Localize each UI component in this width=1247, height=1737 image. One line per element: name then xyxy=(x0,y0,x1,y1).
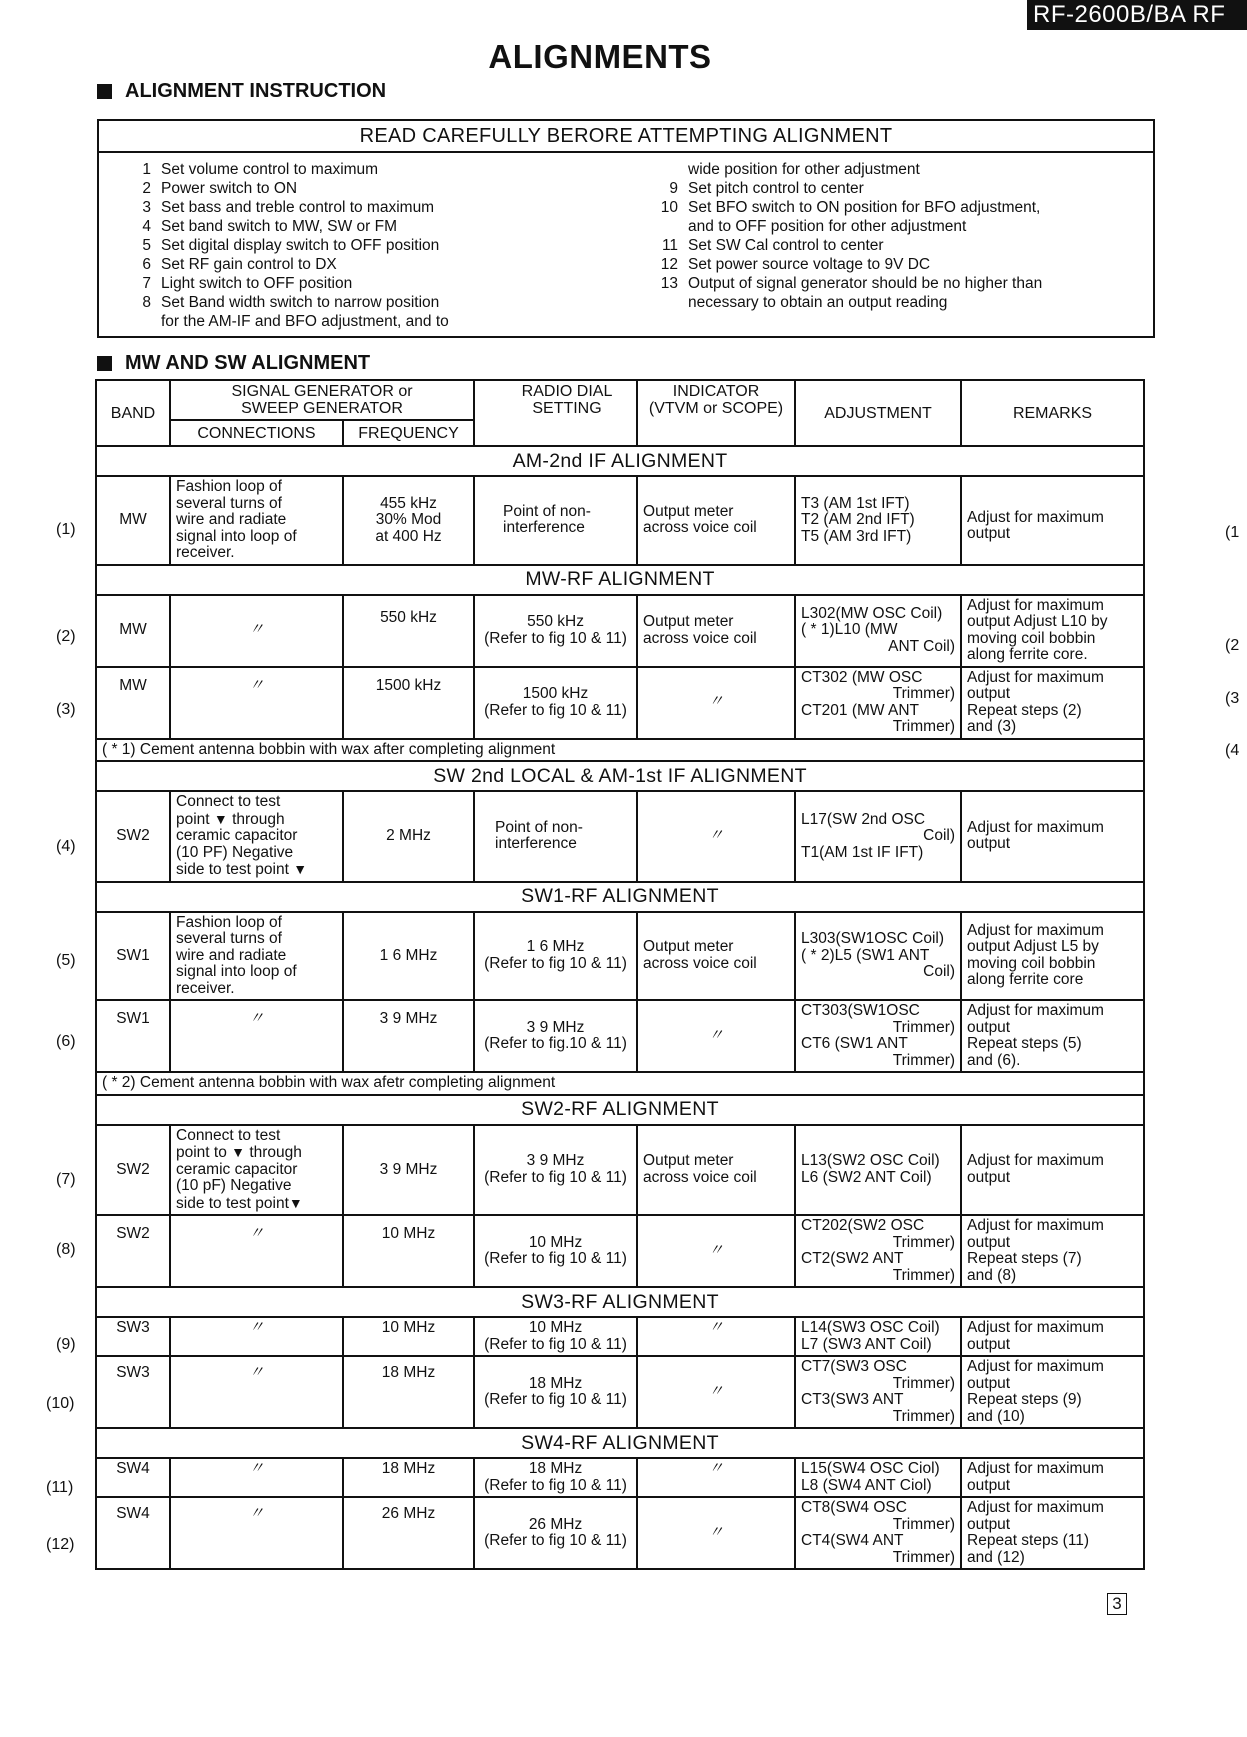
table-row xyxy=(96,1458,1144,1497)
ditto-cell: 〃 xyxy=(637,1000,795,1072)
instruction-text: Light switch to OFF position xyxy=(161,275,353,292)
ditto-cell: 〃 xyxy=(170,1215,343,1287)
instruction-text: Set Band width switch to narrow position for the AM-IF and BFO adjustment, and to xyxy=(161,294,449,330)
dial-cell: 18 MHz (Refer to fig 10 & 11) xyxy=(474,1356,637,1428)
instruction-number: 10 xyxy=(660,199,679,216)
section-title-sw-2nd-local: SW 2nd LOCAL & AM-1st IF ALIGNMENT xyxy=(96,761,1144,791)
step-number: (5) xyxy=(56,952,76,969)
step-number: (6) xyxy=(56,1033,76,1050)
adjustment-line: T5 (AM 3rd IFT) xyxy=(801,527,912,545)
instruction-list-right xyxy=(596,160,1153,331)
step-number: (10) xyxy=(46,1395,75,1412)
adjustment-cell xyxy=(795,667,961,739)
band-cell: SW4 xyxy=(96,1458,170,1497)
ditto-cell: 〃 xyxy=(637,1497,795,1569)
adjustment-line: L302(MW OSC Coil) xyxy=(801,604,943,622)
frequency-cell: 18 MHz xyxy=(343,1458,474,1497)
ditto-cell: 〃 xyxy=(637,1458,795,1497)
table-row xyxy=(96,791,1144,882)
ditto-cell: 〃 xyxy=(170,1497,343,1569)
adjustment-line: Trimmer) xyxy=(892,718,956,735)
instruction-text: Set BFO switch to ON position for BFO adjustment, and to OFF position for other adjustment xyxy=(688,199,1041,235)
step-number: (8) xyxy=(56,1241,76,1258)
frequency-cell: 26 MHz xyxy=(343,1497,474,1569)
adjustment-line: CT201 (MW ANT xyxy=(801,701,919,719)
margin-step-number: (3 xyxy=(1225,690,1240,707)
remarks-cell: Adjust for maximum output Repeat steps (9) and (10) xyxy=(961,1356,1144,1428)
section-row xyxy=(96,565,1144,595)
connections-cell: Fashion loop of several turns of wire and radiate signal into loop of receiver. xyxy=(170,912,343,1001)
instruction-box-header: READ CAREFULLY BERORE ATTEMPTING ALIGNMENT xyxy=(99,121,1153,153)
instruction-text: Set SW Cal control to center xyxy=(688,237,884,254)
adjustment-cell xyxy=(795,1356,961,1428)
header-remarks: REMARKS xyxy=(961,380,1144,446)
step-number: (12) xyxy=(46,1536,75,1553)
dial-cell: 10 MHz (Refer to fig 10 & 11) xyxy=(474,1317,637,1356)
remarks-cell: Adjust for maximum output Repeat steps (5) and (6). xyxy=(961,1000,1144,1072)
band-cell: SW2 xyxy=(96,791,170,882)
section-title-sw3-rf: SW3-RF ALIGNMENT xyxy=(96,1287,1144,1317)
instruction-number: 8 xyxy=(142,294,151,311)
header-connections: CONNECTIONS xyxy=(170,420,343,446)
table-row xyxy=(96,476,1144,565)
adjustment-line: CT303(SW1OSC xyxy=(801,1002,920,1019)
adjustment-line: L303(SW1OSC Coil) xyxy=(801,930,945,947)
step-number: (7) xyxy=(56,1171,76,1188)
frequency-cell: 455 kHz 30% Mod at 400 Hz xyxy=(343,476,474,565)
adjustment-cell xyxy=(795,1497,961,1569)
connections-cell xyxy=(170,791,343,882)
adjustment-cell xyxy=(795,1125,961,1216)
ditto-cell: 〃 xyxy=(170,595,343,667)
section-title-mw-rf: MW-RF ALIGNMENT xyxy=(96,565,1144,595)
section-heading-mw-sw-alignment xyxy=(97,352,370,375)
test-point-triangle-icon: ▼ xyxy=(288,1194,303,1211)
band-cell: SW4 xyxy=(96,1497,170,1569)
alignment-table xyxy=(95,379,1145,1570)
section-row xyxy=(96,761,1144,791)
adjustment-line: L7 (SW3 ANT Coil) xyxy=(801,1335,932,1353)
adjustment-line: CT6 (SW1 ANT xyxy=(801,1035,908,1052)
instruction-item xyxy=(127,160,596,179)
instruction-number xyxy=(654,160,678,179)
adjustment-line: L8 (SW4 ANT Ciol) xyxy=(801,1476,932,1494)
frequency-cell: 550 kHz xyxy=(343,595,474,667)
ditto-cell: 〃 xyxy=(637,791,795,882)
frequency-cell: 1 6 MHz xyxy=(343,912,474,1001)
footnote-1: ( * 1) Cement antenna bobbin with wax after completing alignment xyxy=(96,739,1144,762)
band-cell: SW1 xyxy=(96,1000,170,1072)
adjustment-line: T1(AM 1st IF IFT) xyxy=(801,843,924,861)
adjustment-line: Trimmer) xyxy=(892,1051,956,1069)
band-cell: MW xyxy=(96,595,170,667)
adjustment-line: Trimmer) xyxy=(892,1018,956,1036)
test-point-triangle-icon: ▼ xyxy=(231,1144,246,1160)
section-heading-alignment-instruction xyxy=(97,80,386,103)
ditto-cell: 〃 xyxy=(637,1356,795,1428)
connections-cell xyxy=(170,1125,343,1216)
section-row xyxy=(96,1095,1144,1125)
dial-cell: 550 kHz (Refer to fig 10 & 11) xyxy=(474,595,637,667)
instruction-box xyxy=(97,119,1155,338)
table-row xyxy=(96,912,1144,1001)
header-band: BAND xyxy=(96,380,170,446)
margin-step-number: (4 xyxy=(1225,742,1240,759)
adjustment-line: CT7(SW3 OSC xyxy=(801,1358,907,1375)
ditto-cell: 〃 xyxy=(170,1317,343,1356)
remarks-cell: Adjust for maximum output xyxy=(961,1458,1144,1497)
step-number: (1) xyxy=(56,521,76,538)
adjustment-line: Coil) xyxy=(923,827,956,844)
band-cell: SW3 xyxy=(96,1317,170,1356)
adjustment-cell xyxy=(795,912,961,1001)
instruction-number: 7 xyxy=(142,275,151,292)
adjustment-cell xyxy=(795,476,961,565)
section-title-sw1-rf: SW1-RF ALIGNMENT xyxy=(96,882,1144,912)
instruction-item xyxy=(127,217,596,236)
dial-cell: 3 9 MHz (Refer to fig.10 & 11) xyxy=(474,1000,637,1072)
instruction-item xyxy=(127,198,596,217)
square-bullet-icon xyxy=(97,356,112,371)
adjustment-line: CT4(SW4 ANT xyxy=(801,1532,904,1549)
adjustment-line: L17(SW 2nd OSC xyxy=(801,810,926,828)
instruction-item xyxy=(127,255,596,274)
square-bullet-icon xyxy=(97,84,112,99)
instruction-text: Set digital display switch to OFF position xyxy=(161,237,440,254)
adjustment-line: T2 (AM 2nd IFT) xyxy=(801,511,915,528)
indicator-cell: Output meter across voice coil xyxy=(637,476,795,565)
ditto-cell: 〃 xyxy=(170,1000,343,1072)
adjustment-line: CT202(SW2 OSC xyxy=(801,1217,925,1234)
indicator-cell: Output meter across voice coil xyxy=(637,912,795,1001)
dial-cell: Point of non- interference xyxy=(474,791,637,882)
adjustment-line: Trimmer) xyxy=(892,1548,956,1566)
instruction-number: 1 xyxy=(142,161,151,178)
ditto-cell: 〃 xyxy=(637,1317,795,1356)
instruction-text: Set RF gain control to DX xyxy=(161,256,337,273)
instruction-list-left xyxy=(99,160,596,331)
adjustment-cell xyxy=(795,1458,961,1497)
remarks-cell: Adjust for maximum output xyxy=(961,791,1144,882)
header-frequency: FREQUENCY xyxy=(343,420,474,446)
step-number: (3) xyxy=(56,701,76,718)
dial-cell: 1 6 MHz (Refer to fig 10 & 11) xyxy=(474,912,637,1001)
instruction-number: 11 xyxy=(661,237,679,254)
note-row xyxy=(96,739,1144,762)
margin-step-number: (1 xyxy=(1225,524,1240,541)
dial-cell: 26 MHz (Refer to fig 10 & 11) xyxy=(474,1497,637,1569)
instruction-text: Set power source voltage to 9V DC xyxy=(688,256,931,273)
instruction-number: 12 xyxy=(660,256,679,273)
table-row xyxy=(96,1317,1144,1356)
margin-step-number: (2 xyxy=(1225,637,1240,654)
instruction-number: 6 xyxy=(142,256,151,273)
band-cell: SW3 xyxy=(96,1356,170,1428)
remarks-cell: Adjust for maximum output Repeat steps (11) and (12) xyxy=(961,1497,1144,1569)
section-row xyxy=(96,446,1144,476)
note-row xyxy=(96,1072,1144,1095)
dial-cell: Point of non- interference xyxy=(474,476,637,565)
instruction-text: Set pitch control to center xyxy=(688,180,864,197)
model-badge: RF-2600B/BA RF xyxy=(1027,0,1247,30)
adjustment-line: Trimmer) xyxy=(892,1374,956,1392)
adjustment-line: CT2(SW2 ANT xyxy=(801,1250,904,1267)
adjustment-line: Coil) xyxy=(923,963,956,980)
dial-cell: 3 9 MHz (Refer to fig 10 & 11) xyxy=(474,1125,637,1216)
remarks-cell: Adjust for maximum output Repeat steps (7) and (8) xyxy=(961,1215,1144,1287)
step-number: (9) xyxy=(56,1336,76,1353)
section-row xyxy=(96,1428,1144,1458)
table-header-row xyxy=(96,380,1144,420)
instruction-number: 5 xyxy=(142,237,151,254)
instruction-item xyxy=(127,293,596,331)
instruction-number: 2 xyxy=(142,180,151,197)
instruction-number: 13 xyxy=(660,275,679,292)
instruction-text: Power switch to ON xyxy=(161,180,298,197)
section-title: ALIGNMENT INSTRUCTION xyxy=(125,80,387,102)
table-row xyxy=(96,667,1144,739)
ditto-cell: 〃 xyxy=(170,1356,343,1428)
frequency-cell: 18 MHz xyxy=(343,1356,474,1428)
instruction-item xyxy=(654,255,1153,274)
frequency-cell: 10 MHz xyxy=(343,1317,474,1356)
instruction-item xyxy=(654,198,1153,236)
remarks-cell: Adjust for maximum output xyxy=(961,476,1144,565)
adjustment-line: L15(SW4 OSC Ciol) xyxy=(801,1460,940,1477)
instruction-item xyxy=(654,160,1153,179)
instruction-number: 4 xyxy=(142,218,151,235)
instruction-text: Set band switch to MW, SW or FM xyxy=(161,218,398,235)
footnote-2: ( * 2) Cement antenna bobbin with wax afetr completing alignment xyxy=(96,1072,1144,1095)
adjustment-line: Trimmer) xyxy=(892,1407,956,1425)
connections-text: through ceramic capacitor (10 pF) Negative side to test point xyxy=(176,1144,302,1212)
table-row xyxy=(96,1125,1144,1216)
adjustment-cell xyxy=(795,1317,961,1356)
adjustment-line: Trimmer) xyxy=(892,1233,956,1251)
ditto-cell: 〃 xyxy=(170,667,343,739)
indicator-cell: Output meter across voice coil xyxy=(637,1125,795,1216)
table-row xyxy=(96,1497,1144,1569)
adjustment-line: L6 (SW2 ANT Coil) xyxy=(801,1168,932,1186)
ditto-cell: 〃 xyxy=(170,1458,343,1497)
adjustment-cell xyxy=(795,595,961,667)
section-title: MW AND SW ALIGNMENT xyxy=(125,352,371,374)
instruction-item xyxy=(127,236,596,255)
step-number: (11) xyxy=(46,1479,74,1496)
frequency-cell: 1500 kHz xyxy=(343,667,474,739)
dial-cell: 1500 kHz (Refer to fig 10 & 11) xyxy=(474,667,637,739)
table-row xyxy=(96,1356,1144,1428)
table-row xyxy=(96,1000,1144,1072)
band-cell: SW2 xyxy=(96,1215,170,1287)
instruction-text: Output of signal generator should be no higher than necessary to obtain an output reading xyxy=(688,275,1043,311)
remarks-cell: Adjust for maximum output xyxy=(961,1125,1144,1216)
band-cell: MW xyxy=(96,476,170,565)
remarks-cell: Adjust for maximum output Adjust L5 by moving coil bobbin along ferrite core xyxy=(961,912,1144,1001)
band-cell: SW1 xyxy=(96,912,170,1001)
section-row xyxy=(96,1287,1144,1317)
header-radio-dial: RADIO DIAL SETTING xyxy=(474,380,637,446)
remarks-cell: Adjust for maximum output Adjust L10 by moving coil bobbin along ferrite core. xyxy=(961,595,1144,667)
adjustment-line: Trimmer) xyxy=(892,685,956,702)
instruction-text: Set volume control to maximum xyxy=(161,161,379,178)
adjustment-line: CT8(SW4 OSC xyxy=(801,1499,907,1516)
table-row xyxy=(96,1215,1144,1287)
adjustment-line: Trimmer) xyxy=(892,1266,956,1284)
connections-text: Connect to test point to xyxy=(176,1126,281,1161)
connections-cell: Fashion loop of several turns of wire and radiate signal into loop of receiver. xyxy=(170,476,343,565)
band-cell: MW xyxy=(96,667,170,739)
adjustment-line: L13(SW2 OSC Coil) xyxy=(801,1152,940,1170)
header-signal-generator: SIGNAL GENERATOR or SWEEP GENERATOR xyxy=(170,380,474,420)
adjustment-cell xyxy=(795,1000,961,1072)
instruction-text: wide position for other adjustment xyxy=(688,161,920,178)
band-cell: SW2 xyxy=(96,1125,170,1216)
header-indicator: INDICATOR (VTVM or SCOPE) xyxy=(637,380,795,446)
adjustment-line: ( * 2)L5 (SW1 ANT xyxy=(801,946,930,964)
frequency-cell: 2 MHz xyxy=(343,791,474,882)
adjustment-line: ( * 1)L10 (MW xyxy=(801,621,898,639)
section-title-sw2-rf: SW2-RF ALIGNMENT xyxy=(96,1095,1144,1125)
section-title-sw4-rf: SW4-RF ALIGNMENT xyxy=(96,1428,1144,1458)
page-title: ALIGNMENTS xyxy=(488,38,712,75)
frequency-cell: 3 9 MHz xyxy=(343,1125,474,1216)
step-number: (4) xyxy=(56,838,76,855)
frequency-cell: 10 MHz xyxy=(343,1215,474,1287)
instruction-item xyxy=(127,274,596,293)
ditto-cell: 〃 xyxy=(637,667,795,739)
instruction-item xyxy=(654,236,1153,255)
adjustment-line: T3 (AM 1st IFT) xyxy=(801,494,910,512)
remarks-cell: Adjust for maximum output xyxy=(961,1317,1144,1356)
connections-text: through ceramic capacitor (10 PF) Negative side to test point xyxy=(176,810,298,878)
remarks-cell: Adjust for maximum output Repeat steps (2) and (3) xyxy=(961,667,1144,739)
adjustment-cell xyxy=(795,791,961,882)
page-number: 3 xyxy=(1107,1593,1127,1615)
step-number: (2) xyxy=(56,628,76,645)
adjustment-line: CT3(SW3 ANT xyxy=(801,1391,904,1408)
instruction-item xyxy=(654,179,1153,198)
instruction-number: 3 xyxy=(142,199,151,216)
test-point-triangle-icon: ▼ xyxy=(293,861,308,877)
dial-cell: 10 MHz (Refer to fig 10 & 11) xyxy=(474,1215,637,1287)
ditto-cell: 〃 xyxy=(637,1215,795,1287)
instruction-item xyxy=(127,179,596,198)
adjustment-cell xyxy=(795,1215,961,1287)
frequency-cell: 3 9 MHz xyxy=(343,1000,474,1072)
instruction-text: Set bass and treble control to maximum xyxy=(161,199,435,216)
indicator-cell: Output meter across voice coil xyxy=(637,595,795,667)
section-title-am-2nd-if: AM-2nd IF ALIGNMENT xyxy=(96,446,1144,476)
instruction-item xyxy=(654,274,1153,312)
dial-cell: 18 MHz (Refer to fig 10 & 11) xyxy=(474,1458,637,1497)
instruction-number: 9 xyxy=(669,180,679,197)
adjustment-line: Trimmer) xyxy=(892,1515,956,1533)
adjustment-line: ANT Coil) xyxy=(888,637,956,655)
test-point-triangle-icon: ▼ xyxy=(213,810,228,827)
section-row xyxy=(96,882,1144,912)
table-row xyxy=(96,595,1144,667)
header-adjustment: ADJUSTMENT xyxy=(795,380,961,446)
adjustment-line: CT302 (MW OSC xyxy=(801,668,923,686)
adjustment-line: L14(SW3 OSC Coil) xyxy=(801,1319,940,1336)
connections-text: Connect to test point xyxy=(176,793,281,828)
